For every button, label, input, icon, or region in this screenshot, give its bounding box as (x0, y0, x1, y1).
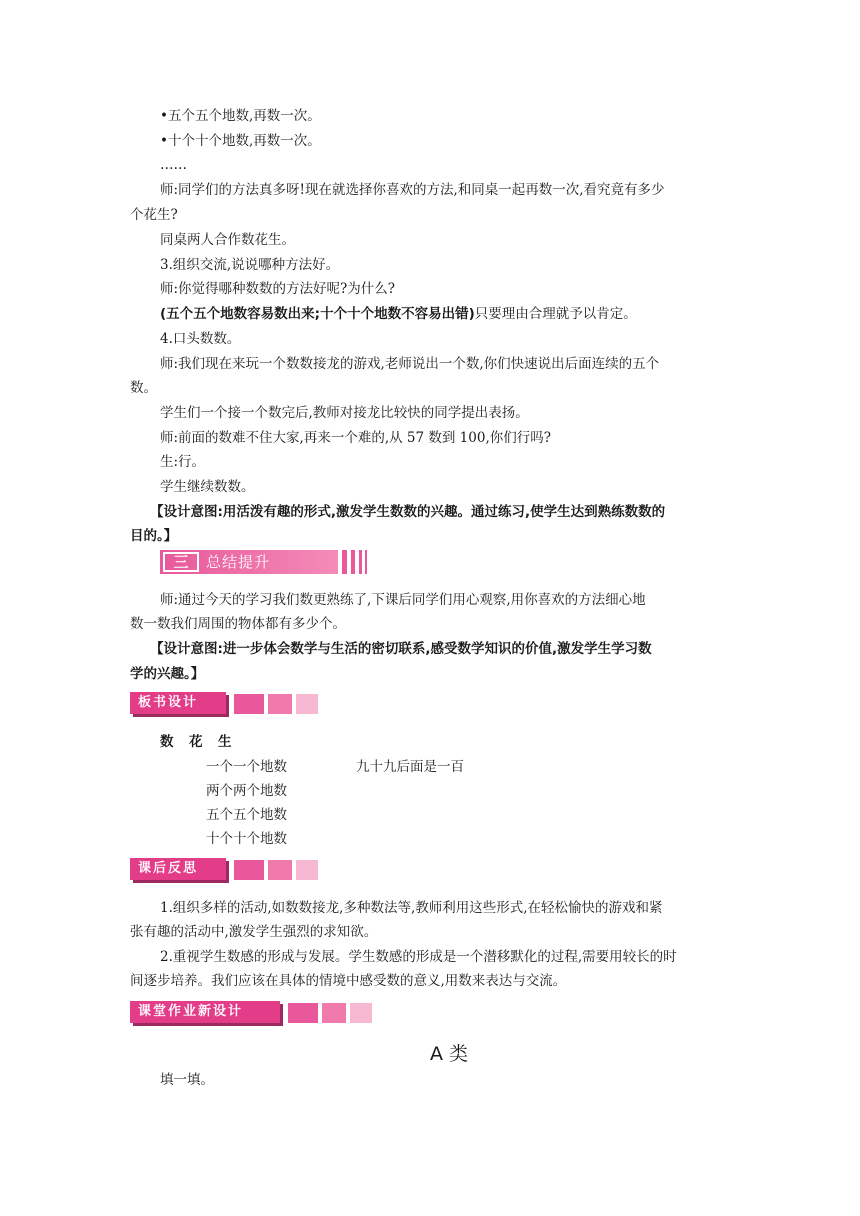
label-square (350, 1003, 372, 1023)
paragraph-teacher-game-cont: 数。 (130, 380, 157, 396)
header-stripe (351, 550, 355, 574)
answer-bold: (五个五个地数容易数出来;十个十个地数不容易出错) (160, 306, 475, 322)
paragraph-student-reply: 生:行。 (160, 454, 206, 470)
paragraph-summary: 师:通过今天的学习我们数更熟练了,下课后同学们用心观察,用你喜欢的方法细心地 (160, 592, 646, 608)
label-square (268, 860, 292, 880)
paragraph-pair-count: 同桌两人合作数花生。 (160, 232, 295, 248)
board-item: 两个两个地数 (206, 783, 287, 799)
homework-text: 课堂作业新设计 (130, 1001, 280, 1023)
reflection-point-2-cont: 间逐步培养。我们应该在具体的情境中感受数的意义,用数来表达与交流。 (130, 973, 567, 989)
label-square (234, 860, 264, 880)
fill-in-instruction: 填一填。 (160, 1072, 214, 1088)
label-square (234, 694, 264, 714)
design-intent-1-cont: 目的。】 (130, 528, 178, 544)
reflection-point-1-cont: 张有趣的活动中,激发学生强烈的求知欲。 (130, 924, 378, 940)
reflection-point-2: 2.重视学生数感的形成与发展。学生数感的形成是一个潜移默化的过程,需要用较长的时 (160, 949, 677, 965)
header-stripe (365, 550, 367, 574)
label-square (296, 694, 318, 714)
section-summary-header (160, 548, 368, 576)
board-item: 一个一个地数 (206, 759, 287, 775)
label-square (288, 1003, 318, 1023)
reflection-point-1: 1.组织多样的活动,如数数接龙,多种数法等,教师利用这些形式,在轻松愉快的游戏和紧 (160, 900, 663, 916)
paragraph-teacher-game: 师:我们现在来玩一个数数接龙的游戏,老师说出一个数,你们快速说出后面连续的五个 (160, 356, 660, 372)
design-intent-2: 【设计意图:进一步体会数学与生活的密切联系,感受数学知识的价值,激发学生学习数 (150, 641, 652, 657)
paragraph-summary-cont: 数一数我们周围的物体都有多少个。 (130, 616, 346, 632)
ellipsis-line: …… (160, 157, 187, 173)
paragraph-praise: 学生们一个接一个数完后,教师对接龙比较快的同学提出表扬。 (160, 405, 529, 421)
class-a-heading: A 类 (430, 1043, 469, 1065)
paragraph-step-4: 4.口头数数。 (160, 331, 241, 347)
paragraph-teacher-challenge: 师:前面的数难不住大家,再来一个难的,从 57 数到 100,你们行吗? (160, 430, 551, 446)
paragraph-step-3: 3.组织交流,说说哪种方法好。 (160, 257, 340, 273)
paragraph-teacher-methods-cont: 个花生? (130, 207, 178, 223)
reflection-text: 课后反思 (130, 858, 226, 880)
section-title: 总结提升 (206, 553, 271, 571)
design-intent-2-cont: 学的兴趣。】 (130, 666, 205, 682)
bullet-line-ten: •十个十个地数,再数一次。 (160, 133, 321, 149)
answer-rest: 只要理由合理就予以肯定。 (474, 306, 637, 322)
label-square (322, 1003, 346, 1023)
paragraph-teacher-question: 师:你觉得哪种数数的方法好呢?为什么? (160, 281, 396, 297)
paragraph-teacher-methods: 师:同学们的方法真多呀!现在就选择你喜欢的方法,和同桌一起再数一次,看究竟有多少 (160, 182, 665, 198)
design-intent-1: 【设计意图:用活泼有趣的形式,激发学生数数的兴趣。通过练习,使学生达到熟练数数的 (150, 504, 666, 520)
header-stripe (342, 550, 347, 574)
board-right-note: 九十九后面是一百 (356, 759, 464, 775)
header-stripe (359, 550, 362, 574)
label-square (296, 860, 318, 880)
paragraph-answer (160, 304, 637, 324)
bullet-line-five: •五个五个地数,再数一次。 (160, 108, 321, 124)
section-number: 三 (163, 552, 199, 572)
board-item: 五个五个地数 (206, 807, 287, 823)
label-square (268, 694, 292, 714)
board-title: 数 花 生 (160, 734, 233, 750)
board-item: 十个十个地数 (206, 831, 287, 847)
board-design-text: 板书设计 (130, 692, 226, 714)
paragraph-continue: 学生继续数数。 (160, 479, 255, 495)
